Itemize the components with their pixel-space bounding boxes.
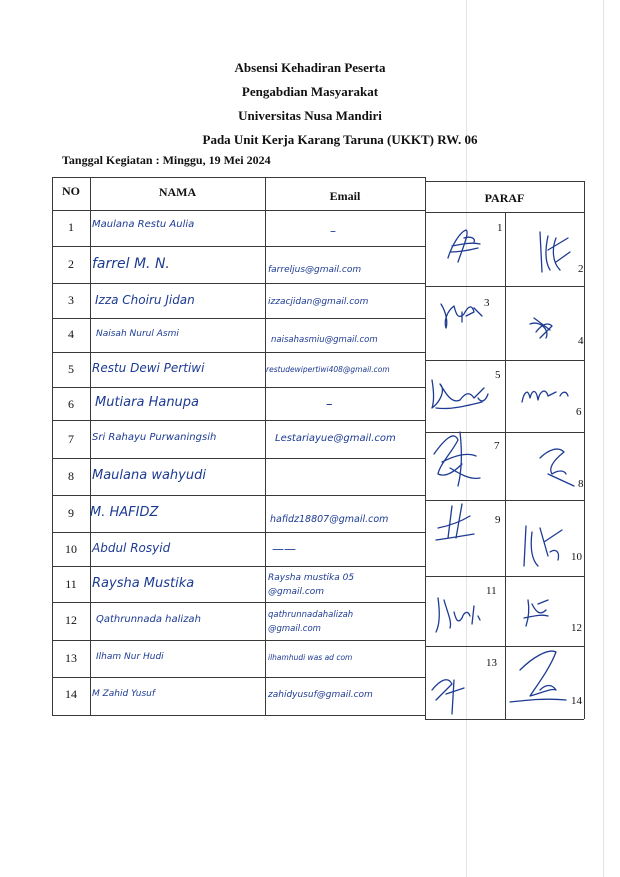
row-line xyxy=(52,677,425,678)
row-line xyxy=(52,458,425,459)
table-border xyxy=(52,715,425,716)
paraf-row-line xyxy=(425,360,584,361)
table-border xyxy=(425,177,426,719)
table-border xyxy=(265,177,266,715)
participant-email: naisahasmiu@gmail.com xyxy=(271,335,378,345)
participant-email: izzacjidan@gmail.com xyxy=(268,297,369,307)
paraf-number: 11 xyxy=(486,585,497,597)
row-number: 12 xyxy=(65,613,77,627)
table-border xyxy=(505,212,506,719)
participant-email: —— xyxy=(272,542,296,556)
row-line xyxy=(52,566,425,567)
row-line xyxy=(52,352,425,353)
participant-email: – xyxy=(326,397,333,412)
paraf-number: 14 xyxy=(571,695,582,707)
paraf-number: 6 xyxy=(576,406,582,418)
signature-5 xyxy=(432,380,488,409)
row-line xyxy=(52,420,425,421)
participant-name: farrel M. N. xyxy=(92,256,170,272)
paraf-row-line xyxy=(425,432,584,433)
table-border xyxy=(90,177,91,715)
participant-name: Naisah Nurul Asmi xyxy=(96,329,179,339)
row-number: 7 xyxy=(68,432,74,446)
row-number: 13 xyxy=(65,651,77,665)
paraf-number: 13 xyxy=(486,657,497,669)
participant-name: Sri Rahayu Purwaningsih xyxy=(92,432,217,443)
paraf-number: 9 xyxy=(495,514,501,526)
title-line-3: Universitas Nusa Mandiri xyxy=(238,108,382,123)
signature-1 xyxy=(448,230,480,262)
participant-email: farreljus@gmail.com xyxy=(268,265,362,275)
paraf-number: 1 xyxy=(497,222,503,234)
row-number: 10 xyxy=(65,542,77,556)
activity-date: Tanggal Kegiatan : Minggu, 19 Mei 2024 xyxy=(62,153,271,167)
row-line xyxy=(52,283,425,284)
title-line-2: Pengabdian Masyarakat xyxy=(241,84,379,99)
signature-6 xyxy=(522,391,568,402)
paraf-row-line xyxy=(425,576,584,577)
signature-4 xyxy=(530,318,552,338)
participant-email: Lestariayue@gmail.com xyxy=(275,433,396,444)
participant-email: – xyxy=(330,224,336,238)
row-number: 3 xyxy=(68,293,74,307)
participant-email: Raysha mustika 05 @gmail.com xyxy=(268,573,355,597)
participant-name: M Zahid Yusuf xyxy=(92,689,156,699)
signature-13 xyxy=(432,680,464,714)
signature-10 xyxy=(524,526,562,566)
paraf-number: 4 xyxy=(578,335,584,347)
participant-name: Mutiara Hanupa xyxy=(95,395,200,410)
participant-name: Raysha Mustika xyxy=(92,576,195,591)
participant-email: zahidyusuf@gmail.com xyxy=(268,690,373,700)
row-line xyxy=(52,387,425,388)
row-line xyxy=(52,246,425,247)
row-number: 8 xyxy=(68,469,74,483)
participant-name: Restu Dewi Pertiwi xyxy=(92,361,205,375)
participant-email: ilhamhudi was ad com xyxy=(268,653,353,662)
row-line xyxy=(52,640,425,641)
paraf-number: 10 xyxy=(571,551,582,563)
signature-3 xyxy=(441,304,482,328)
paraf-number: 3 xyxy=(484,297,490,309)
signature-8 xyxy=(540,449,574,486)
participant-email: qathrunnadahalizah @gmail.com xyxy=(268,610,354,634)
participant-name: Qathrunnada halizah xyxy=(96,614,201,625)
paraf-number: 7 xyxy=(494,440,500,452)
paraf-number: 12 xyxy=(571,622,582,634)
header-no: NO xyxy=(62,184,80,198)
row-number: 6 xyxy=(68,397,74,411)
row-number: 1 xyxy=(68,220,74,234)
participant-name: Abdul Rosyid xyxy=(92,541,171,555)
signature-11 xyxy=(436,598,480,632)
row-line xyxy=(52,602,425,603)
participant-name: Maulana wahyudi xyxy=(92,468,206,483)
paraf-number: 2 xyxy=(578,263,584,275)
table-border xyxy=(584,181,585,719)
title-line-4: Pada Unit Kerja Karang Taruna (UKKT) RW. 06 xyxy=(202,132,478,147)
row-number: 2 xyxy=(68,257,74,271)
paraf-number: 5 xyxy=(495,369,501,381)
row-number: 4 xyxy=(68,327,74,341)
row-number: 14 xyxy=(65,687,77,701)
participant-name: Maulana Restu Aulia xyxy=(92,219,195,230)
row-number: 11 xyxy=(65,577,77,591)
participant-email: restudewipertiwi408@gmail.com xyxy=(266,365,390,374)
participant-name: Ilham Nur Hudi xyxy=(96,652,164,662)
header-email: Email xyxy=(329,189,361,203)
header-paraf: PARAF xyxy=(484,191,525,205)
row-line xyxy=(52,532,425,533)
signature-9 xyxy=(436,504,474,540)
signature-7 xyxy=(434,432,480,486)
participant-name: M. HAFIDZ xyxy=(90,505,159,520)
table-border xyxy=(52,177,425,178)
row-line xyxy=(52,210,425,211)
row-line xyxy=(52,495,425,496)
header-nama: NAMA xyxy=(158,185,197,199)
paraf-row-line xyxy=(425,646,584,647)
participant-name: Izza Choiru Jidan xyxy=(95,293,195,307)
paraf-number: 8 xyxy=(578,478,584,490)
signature-2 xyxy=(540,232,570,272)
participant-email: hafidz18807@gmail.com xyxy=(270,514,389,525)
row-number: 5 xyxy=(68,362,74,376)
paraf-row-line xyxy=(425,500,584,501)
table-border xyxy=(425,181,584,182)
row-number: 9 xyxy=(68,506,74,520)
table-border xyxy=(425,719,584,720)
row-line xyxy=(52,318,425,319)
title-line-1: Absensi Kehadiran Peserta xyxy=(234,60,386,75)
signature-12 xyxy=(524,600,548,626)
paraf-row-line xyxy=(425,286,584,287)
signature-14 xyxy=(510,651,566,702)
